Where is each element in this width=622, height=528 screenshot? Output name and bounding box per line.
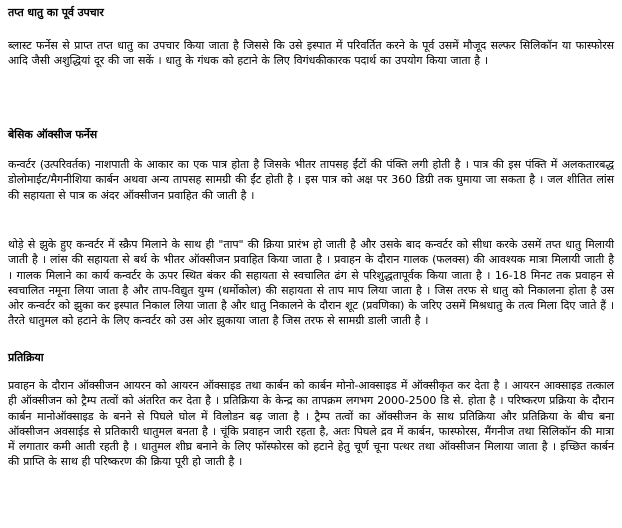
paragraph-reaction: प्रवाहन के दौरान ऑक्सीजन आयरन को आयरन ऑक्साइड तथा कार्बन को कार्बन मोनो-आक्साइड में ऑक्सीकृत कर देता है । आयरन आक्साइड तत्काल ही ऑक्सीजन को ट्रैम्प तत्वों को अंतरित कर देता है । प्रतिक्रिया के केन्द्र का तापक्रम लगभग 2000-2500 डि से. होता है । परिष्करण प्रक्रिया के दौरान कार्बन मानोऑक्साइड के बनने से पिघले घोल में विलोडन बढ़ जाता है । ट्रैम्प तत्वों का ऑक्सीजन के साथ प्रतिक्रिया और प्रतिक्रिया के बीच बना ऑक्सीजन अवसाईड से प्रतिकारी धातुमल बनता है । चूंकि प्रवाहन जारी रहता है, अतः पिघले द्रव में कार्बन, फास्फोरस, मैंगनीज तथा सिलिकॉन की मात्रा में लगातार कमी आती रहती है । धातुमल शीघ्र बनाने के लिए फॉस्फोरस को हटाने हेतु चूर्ण चूना पत्थर तथा ऑक्सीजन मिलाया जाता है । इच्छित कार्बन की प्राप्ति के साथ ही परिष्करण की क्रिया पूरी हो जाती है । [8,379,614,469]
paragraph-converter: कन्वर्टर (उत्परिवर्तक) नाशपाती के आकार का एक पात्र होता है जिसके भीतर तापसह ईंटों की पंक्ति लगी होती है । पात्र की इस पंक्ति में अलकतारबद्ध डोलोमाईट/मैगनीशिया कार्बन अथवा अन्य तापसह सामग्री की ईंट होती है । इस पात्र को अक्ष पर 360 डिग्री तक घुमाया जा सकता है । जल शीतित लांस की सहायता से पात्र क अंदर ऑक्सीजन प्रवाहित की जाती है । [8,158,614,202]
paragraph-pretreatment: ब्लास्ट फर्नेस से प्राप्त तप्त धातु का उपचार किया जाता है जिससे कि उसे इस्पात में परिवर्तित करने के पूर्व उसमें मौजूद सल्फर सिलिकॉन या फास्फोरस आदि जैसी अशुद्धियां दूर की जा सकें । धातु के गंधक को हटाने के लिए विगंधकीकारक पदार्थ का उपयोग किया जाता है । [8,39,614,68]
section-heading-pretreatment: तप्त धातु का पूर्व उपचार [8,6,104,19]
section-heading-reaction: प्रतिक्रिया [8,351,44,364]
paragraph-blowing-process: थोड़े से झुके हुए कन्वर्टर में स्क्रैप मिलाने के साथ ही "ताप" की क्रिया प्रारंभ हो जाती है और उसके बाद कन्वर्टर को सीधा करके उसमें तप्त धातु मिलायी जाती है । लांस की सहायता से बर्थ के भीतर ऑक्सीजन प्रवाहित किया जाता है । प्रवाहन के दौरान गालक (फलक्स) की आवश्यक मात्रा मिलायी जाती है । गालक मिलाने का कार्य कन्वर्टर के ऊपर स्थित बंकर की सहायता से स्वचालित ढंग से परिशुद्धतापूर्वक किया जाता है । 16-18 मिनट तक प्रवाहन से स्वचालित नमूना लिया जाता है और ताप-विद्युत युग्म (थर्मोकोल) की सहायता से ताप माप लिया जाता है । जिस तरफ से धातु को निकालना होता है उस ओर कन्वर्टर को झुका कर इस्पात निकाल लिया जाता है और धातु निकालने के दौरान शूट (प्रवणिका) के जरिए उसमें मिश्रधातु के तत्व मिला दिए जाते हैं । तैरते धातुमल को हटाने के लिए कन्वर्टर को उस ओर झुकाया जाता है जिस तरफ से सामग्री डाली जाती है । [8,238,614,328]
section-heading-bof: बेसिक ऑक्सीज फर्नेस [8,128,98,141]
